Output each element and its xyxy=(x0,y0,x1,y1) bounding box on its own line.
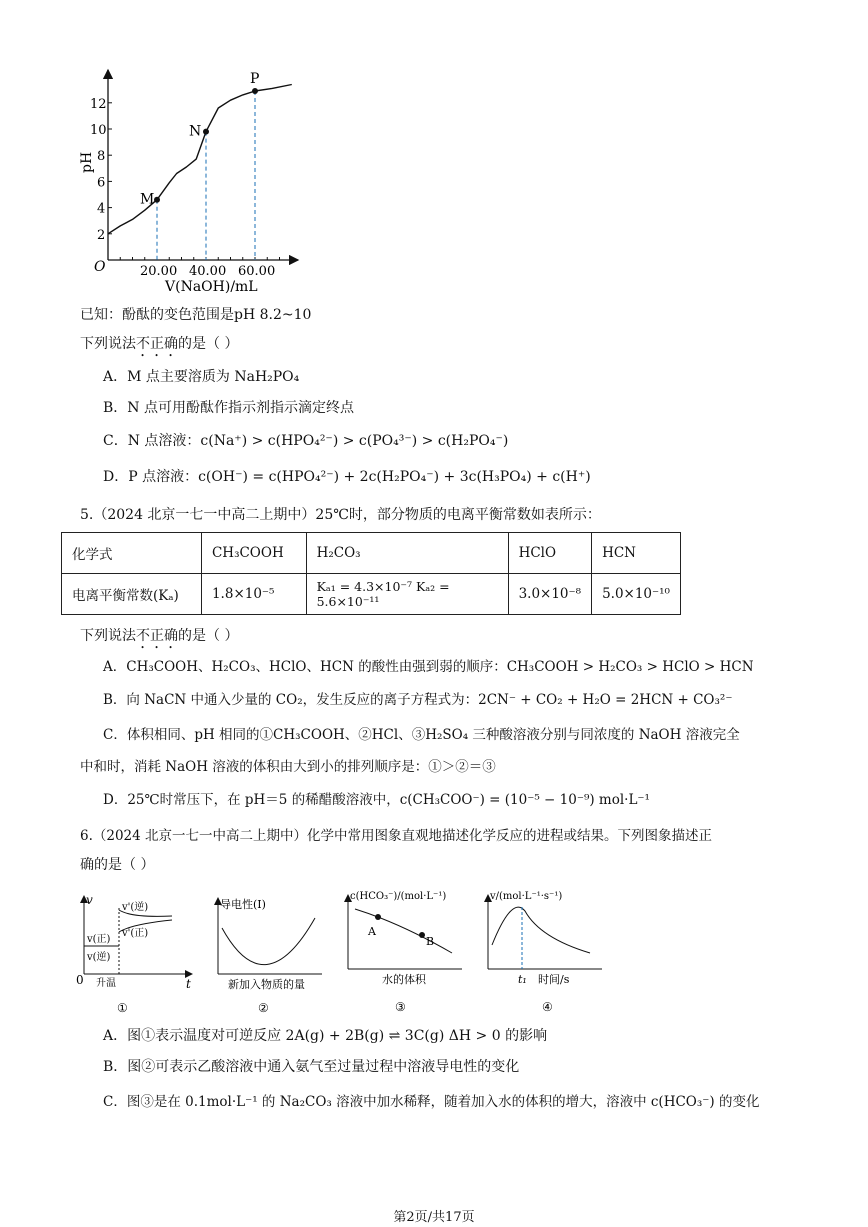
svg-text:v(逆): v(逆) xyxy=(87,952,111,963)
table-cell: 化学式 xyxy=(62,533,202,574)
svg-text:0: 0 xyxy=(76,973,84,987)
svg-text:②: ② xyxy=(258,1001,269,1015)
point-N xyxy=(203,129,209,135)
table-cell: HClO xyxy=(508,533,592,574)
q6-option-a: A．图①表示温度对可逆反应 2A(g) + 2B(g) ⇌ 3C(g) ΔH > 0 的影响 xyxy=(103,1028,548,1044)
x-tick-label: 40.00 xyxy=(189,264,227,279)
svg-text:v(正): v(正) xyxy=(87,934,111,945)
table-cell: H₂CO₃ xyxy=(306,533,508,574)
svg-text:时间/s: 时间/s xyxy=(538,973,570,986)
q4-option-c: C．N 点溶液：c(Na⁺) > c(HPO₄²⁻) > c(PO₄³⁻) > c(H₂PO₄⁻) xyxy=(103,433,509,449)
q4-stem-prefix: 下列说法 xyxy=(80,336,136,352)
svg-text:t₁: t₁ xyxy=(518,973,527,986)
x-tick-label: 60.00 xyxy=(238,264,276,279)
q5-option-c-line2: 中和时，消耗 NaOH 溶液的体积由大到小的排列顺序是：①＞②＝③ xyxy=(80,759,496,775)
q4-stem xyxy=(80,334,238,360)
figure-2 xyxy=(210,888,330,1018)
svg-text:v/(mol·L⁻¹·s⁻¹): v/(mol·L⁻¹·s⁻¹) xyxy=(490,891,563,902)
q5-stem-emph: 不正确 xyxy=(136,628,178,644)
y-tick-label: 4 xyxy=(97,201,106,217)
q4-option-d: D．P 点溶液：c(OH⁻) = c(HPO₄²⁻) + 2c(H₂PO₄⁻) + 3c(H₃PO₄) + c(H⁺) xyxy=(103,469,591,485)
x-tick-label: 20.00 xyxy=(140,264,178,279)
q4-option-b: B．N 点可用酚酞作指示剂指示滴定终点 xyxy=(103,400,354,416)
q6-option-b: B．图②可表示乙酸溶液中通入氨气至过量过程中溶液导电性的变化 xyxy=(103,1059,520,1075)
q6-title-line1: 6.（2024 北京一七一中高二上期中）化学中常用图象直观地描述化学反应的进程或结果。下列图象描述正 xyxy=(80,828,713,844)
table-header-row xyxy=(62,533,681,574)
y-tick-label: 2 xyxy=(97,227,106,243)
y-tick-label: 12 xyxy=(90,96,107,112)
figure-1 xyxy=(72,888,202,1018)
point-label: N xyxy=(189,123,202,140)
q5-stem-suffix: 的是（ ） xyxy=(178,628,239,644)
svg-text:水的体积: 水的体积 xyxy=(382,973,426,986)
q5-title: 5.（2024 北京一七一中高二上期中）25℃时，部分物质的电离平衡常数如表所示： xyxy=(80,507,601,523)
q4-option-a: A．M 点主要溶质为 NaH₂PO₄ xyxy=(103,369,300,385)
table-cell: 1.8×10⁻⁵ xyxy=(201,574,306,615)
titration-chart xyxy=(70,65,310,300)
y-tick-label: 10 xyxy=(90,123,107,138)
q5-stem-prefix: 下列说法 xyxy=(80,628,136,644)
q4-stem-suffix: 的是（ ） xyxy=(178,336,239,352)
q5-option-b: B．向 NaCN 中通入少量的 CO₂，发生反应的离子方程式为：2CN⁻ + CO₂ + H₂O = 2HCN + CO₃²⁻ xyxy=(103,692,733,708)
q4-known: 已知：酚酞的变色范围是pH 8.2~10 xyxy=(80,307,312,323)
figure-3 xyxy=(340,883,470,1018)
table-cell: 电离平衡常数(Kₐ) xyxy=(62,574,202,615)
table-cell: CH₃COOH xyxy=(201,533,306,574)
svg-text:B: B xyxy=(426,935,435,948)
svg-text:①: ① xyxy=(117,1001,128,1015)
svg-text:③: ③ xyxy=(395,1000,406,1014)
svg-text:t: t xyxy=(186,977,191,991)
titration-curve xyxy=(108,85,292,234)
point-label: P xyxy=(250,71,260,88)
table-row xyxy=(62,574,681,615)
q5-stem xyxy=(80,626,238,652)
ionization-constant-table xyxy=(61,532,681,615)
table-cell: HCN xyxy=(592,533,681,574)
svg-text:新加入物质的量: 新加入物质的量 xyxy=(228,978,305,991)
table-cell: 5.0×10⁻¹⁰ xyxy=(592,574,681,615)
q5-option-d: D．25℃时常压下，在 pH＝5 的稀醋酸溶液中，c(CH₃COO⁻) = (10⁻⁵ − 10⁻⁹) mol·L⁻¹ xyxy=(103,792,650,808)
svg-text:A: A xyxy=(368,925,376,938)
q4-stem-emph: 不正确 xyxy=(136,336,178,352)
svg-text:v: v xyxy=(86,893,93,907)
point-M xyxy=(154,197,160,203)
svg-text:导电性(I): 导电性(I) xyxy=(220,898,266,911)
svg-text:c(HCO₃⁻)/(mol·L⁻¹): c(HCO₃⁻)/(mol·L⁻¹) xyxy=(350,891,447,902)
q5-option-c-line1: C．体积相同、pH 相同的①CH₃COOH、②HCl、③H₂SO₄ 三种酸溶液分别与同浓度的 NaOH 溶液完全 xyxy=(103,727,740,743)
svg-text:升温: 升温 xyxy=(96,978,116,989)
y-tick-label: 8 xyxy=(97,149,106,165)
q6-option-c: C．图③是在 0.1mol·L⁻¹ 的 Na₂CO₃ 溶液中加水稀释，随着加入水的体积的增大，溶液中 c(HCO₃⁻) 的变化 xyxy=(103,1094,760,1110)
svg-text:v'(正): v'(正) xyxy=(122,928,149,939)
table-cell: 3.0×10⁻⁸ xyxy=(508,574,592,615)
q5-option-a: A．CH₃COOH、H₂CO₃、HClO、HCN 的酸性由强到弱的顺序：CH₃COOH > H₂CO₃ > HClO > HCN xyxy=(103,659,754,675)
page-footer: 第2页/共17页 xyxy=(393,1210,475,1225)
x-axis-label: V(NaOH)/mL xyxy=(165,279,258,295)
table-cell: Kₐ₁ = 4.3×10⁻⁷ Kₐ₂ = 5.6×10⁻¹¹ xyxy=(306,574,508,615)
y-axis-label: pH xyxy=(79,151,95,173)
origin-label: O xyxy=(94,259,106,275)
q6-title-line2: 确的是（ ） xyxy=(80,857,155,873)
point-P xyxy=(252,88,258,94)
point-label: M xyxy=(140,191,155,208)
figure-4 xyxy=(480,883,610,1018)
svg-text:v'(逆): v'(逆) xyxy=(122,902,149,913)
y-tick-label: 6 xyxy=(97,175,106,191)
svg-text:④: ④ xyxy=(542,1000,553,1014)
